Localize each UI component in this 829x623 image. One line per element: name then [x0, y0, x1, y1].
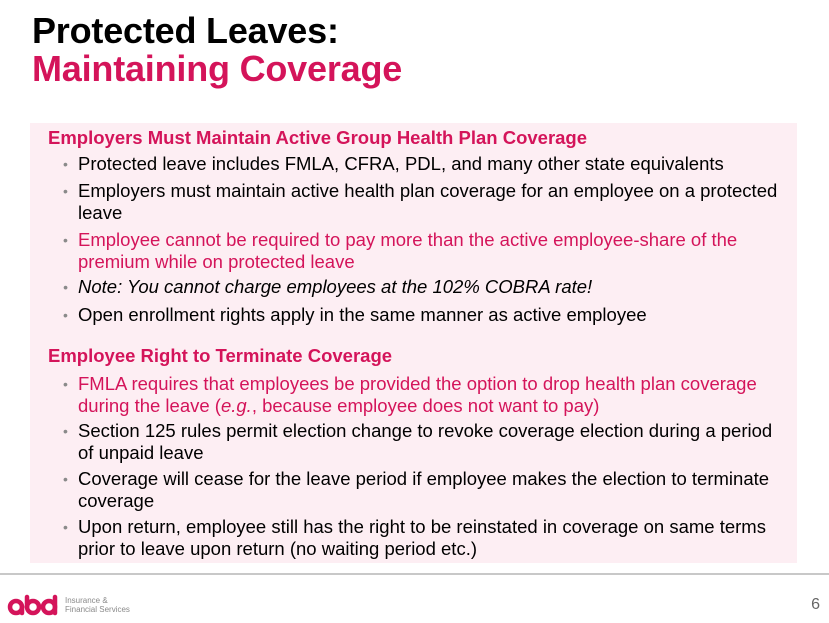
bullet-text: Upon return, employee still has the right to be reinstated in coverage on same terms prior to leave upon return (no waiting period etc.) [78, 516, 766, 559]
bullet-item [63, 229, 778, 273]
bullet-item [63, 180, 778, 224]
bullet-dot-icon: • [63, 423, 68, 439]
title-line-1: Protected Leaves: [32, 10, 339, 51]
bullet-text-italic: e.g. [220, 395, 252, 416]
bullet-item [63, 373, 778, 417]
bullet-text: FMLA requires that employees be provided the option to drop health plan coverage during the leave ( [78, 373, 757, 416]
bullet-dot-icon: • [63, 519, 68, 535]
bullet-item [63, 153, 778, 175]
footer-divider [0, 573, 829, 575]
bullet-text: Coverage will cease for the leave period if employee makes the election to terminate coverage [78, 468, 770, 511]
page-number: 6 [811, 596, 820, 613]
bullet-item [63, 516, 778, 560]
bullet-item [63, 276, 778, 298]
bullet-text: Section 125 rules permit election change to revoke coverage election during a period of unpaid leave [78, 420, 773, 463]
bullet-dot-icon: • [63, 471, 68, 487]
bullet-text: Open enrollment rights apply in the same manner as active employee [78, 304, 647, 325]
bullet-dot-icon: • [63, 156, 68, 172]
bullet-dot-icon: • [63, 376, 68, 392]
logo-tagline-line-1: Insurance & [65, 596, 108, 605]
bullet-item [63, 420, 778, 464]
logo-tagline [65, 596, 130, 614]
section-heading-employee-right: Employee Right to Terminate Coverage [48, 345, 393, 366]
bullet-text: Employers must maintain active health plan coverage for an employee on a protected leave [78, 180, 778, 223]
slide-title [32, 12, 402, 88]
title-line-2: Maintaining Coverage [32, 48, 403, 89]
bullet-dot-icon: • [63, 232, 68, 248]
logo-tagline-line-2: Financial Services [65, 605, 130, 614]
section-heading-employers: Employers Must Maintain Active Group Health Plan Coverage [48, 127, 588, 148]
company-logo [7, 594, 130, 616]
bullet-text: , because employee does not want to pay) [251, 395, 600, 416]
bullet-text: Note: You cannot charge employees at the 102% COBRA rate! [78, 276, 593, 297]
content-panel [30, 123, 797, 563]
bullet-dot-icon: • [63, 279, 68, 295]
bullet-dot-icon: • [63, 183, 68, 199]
bullet-text: Protected leave includes FMLA, CFRA, PDL, and many other state equivalents [78, 153, 724, 174]
bullet-dot-icon: • [63, 307, 68, 323]
bullet-item [63, 468, 778, 512]
bullet-item [63, 304, 778, 326]
abd-logo-icon [7, 594, 59, 616]
bullet-text: Employee cannot be required to pay more than the active employee-share of the premium while on protected leave [78, 229, 738, 272]
